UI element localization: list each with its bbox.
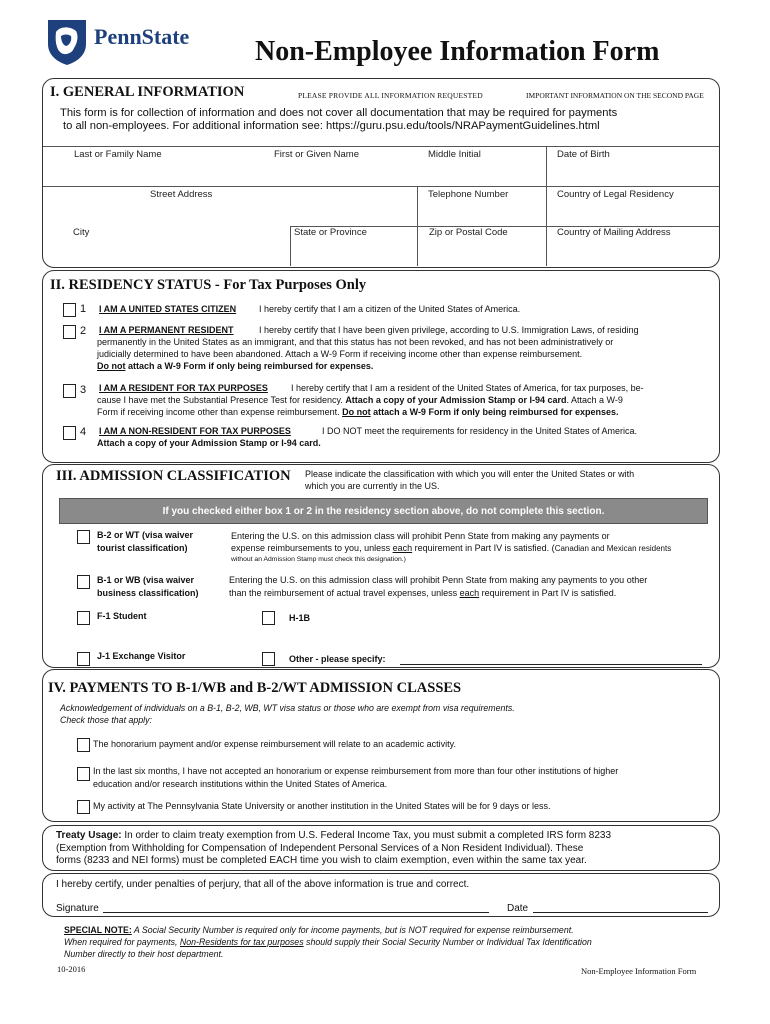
date-line[interactable] — [533, 912, 708, 913]
section-3-banner: If you checked either box 1 or 2 in the residency section above, do not complete this section. — [59, 498, 708, 524]
country-residency-field[interactable]: Country of Legal Residency — [557, 189, 674, 200]
telephone-field[interactable]: Telephone Number — [428, 189, 509, 200]
other-specify-line[interactable] — [400, 664, 702, 665]
signature-line[interactable] — [103, 912, 489, 913]
section-1-intro-2: to all non-employees. For additional information see: https://guru.psu.edu/tools/NRAPaymentGuidelines.html — [63, 120, 600, 132]
non-resident-checkbox[interactable] — [63, 426, 76, 440]
section-3-title: III. ADMISSION CLASSIFICATION — [56, 468, 291, 484]
date-of-birth-field[interactable]: Date of Birth — [557, 149, 610, 160]
b1-wb-checkbox[interactable] — [77, 575, 90, 589]
date-label: Date — [507, 903, 529, 914]
pennstate-logo — [46, 18, 211, 68]
form-title: Non-Employee Information Form — [255, 36, 660, 67]
h1b-checkbox[interactable] — [262, 611, 275, 625]
section-admission-classification — [42, 464, 720, 668]
citizen-checkbox[interactable] — [63, 303, 76, 317]
signature-label: Signature — [56, 903, 99, 914]
section-1-title: I. GENERAL INFORMATION — [50, 84, 245, 100]
city-field[interactable]: City — [73, 227, 90, 238]
permanent-resident-checkbox[interactable] — [63, 325, 76, 339]
section-1-note-1: PLEASE PROVIDE ALL INFORMATION REQUESTED — [298, 91, 483, 100]
section-1-note-2: IMPORTANT INFORMATION ON THE SECOND PAGE — [526, 91, 704, 100]
street-address-field[interactable]: Street Address — [150, 189, 213, 200]
footer-form-name: Non-Employee Information Form — [581, 966, 697, 976]
other-visa-checkbox[interactable] — [262, 652, 275, 666]
nine-days-checkbox[interactable] — [77, 800, 90, 814]
tax-resident-checkbox[interactable] — [63, 384, 76, 398]
first-name-field[interactable]: First or Given Name — [274, 149, 359, 160]
section-2-title: II. RESIDENCY STATUS - For Tax Purposes Only — [50, 277, 367, 293]
six-months-checkbox[interactable] — [77, 767, 90, 781]
nittany-lion-shield-icon — [46, 18, 88, 66]
middle-initial-field[interactable]: Middle Initial — [428, 149, 481, 160]
logo-wordmark: PennState — [94, 24, 190, 49]
f1-student-checkbox[interactable] — [77, 611, 90, 625]
state-province-field[interactable]: State or Province — [294, 227, 367, 238]
form-version: 10-2016 — [57, 964, 86, 974]
country-mailing-field[interactable]: Country of Mailing Address — [557, 227, 671, 238]
zip-code-field[interactable]: Zip or Postal Code — [429, 227, 508, 238]
last-name-field[interactable]: Last or Family Name — [74, 149, 162, 160]
academic-activity-checkbox[interactable] — [77, 738, 90, 752]
b2-wt-checkbox[interactable] — [77, 530, 90, 544]
section-1-intro-1: This form is for collection of information and does not cover all documentation that may be required for payments — [60, 107, 618, 119]
section-4-title: IV. PAYMENTS TO B-1/WB and B-2/WT ADMISSION CLASSES — [48, 680, 462, 696]
j1-exchange-checkbox[interactable] — [77, 652, 90, 666]
